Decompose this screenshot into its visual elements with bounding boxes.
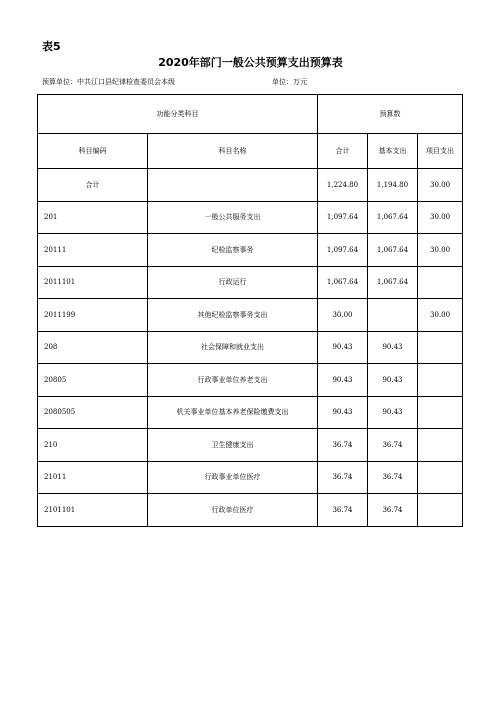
row-basic-value: 90.43 <box>368 331 418 364</box>
row-basic-value <box>368 299 418 332</box>
total-total-value: 1,224.80 <box>318 169 368 202</box>
row-subject-name: 行政事业单位养老支出 <box>148 364 318 397</box>
header-total: 合计 <box>318 134 368 169</box>
row-project-value <box>418 266 463 299</box>
row-subject-code: 21011 <box>38 461 148 494</box>
table-row <box>38 364 463 397</box>
header-group-row <box>38 95 463 134</box>
row-project-value: 30.00 <box>418 201 463 234</box>
row-basic-value: 1,067.64 <box>368 201 418 234</box>
row-subject-code: 208 <box>38 331 148 364</box>
header-column-row <box>38 134 463 169</box>
row-total-value: 90.43 <box>318 396 368 429</box>
budget-unit-label: 预算单位：中共江口县纪律检查委员会本级 <box>42 78 175 86</box>
row-project-value <box>418 494 463 527</box>
row-project-value: 30.00 <box>418 234 463 267</box>
total-label: 合计 <box>38 169 148 202</box>
header-function-category: 功能分类科目 <box>38 95 318 134</box>
row-total-value: 30.00 <box>318 299 368 332</box>
row-subject-code: 2080505 <box>38 396 148 429</box>
row-subject-name: 机关事业单位基本养老保险缴费支出 <box>148 396 318 429</box>
row-subject-name: 行政单位医疗 <box>148 494 318 527</box>
table-row <box>38 266 463 299</box>
table-row <box>38 234 463 267</box>
row-total-value: 1,097.64 <box>318 234 368 267</box>
row-total-value: 90.43 <box>318 364 368 397</box>
row-basic-value: 36.74 <box>368 429 418 462</box>
total-project-value: 30.00 <box>418 169 463 202</box>
header-project-expenditure: 项目支出 <box>418 134 463 169</box>
row-project-value <box>418 396 463 429</box>
document-title: 2020年部门一般公共预算支出预算表 <box>158 56 343 69</box>
table-row <box>38 494 463 527</box>
row-subject-code: 2101101 <box>38 494 148 527</box>
row-subject-code: 2011199 <box>38 299 148 332</box>
row-basic-value: 90.43 <box>368 364 418 397</box>
row-subject-name: 行政运行 <box>148 266 318 299</box>
row-total-value: 36.74 <box>318 461 368 494</box>
header-basic-expenditure: 基本支出 <box>368 134 418 169</box>
row-basic-value: 36.74 <box>368 494 418 527</box>
table-row <box>38 461 463 494</box>
row-subject-name: 纪检监察事务 <box>148 234 318 267</box>
table-row <box>38 429 463 462</box>
row-subject-code: 210 <box>38 429 148 462</box>
row-project-value <box>418 331 463 364</box>
row-basic-value: 1,067.64 <box>368 266 418 299</box>
row-subject-name: 一般公共服务支出 <box>148 201 318 234</box>
total-name-empty <box>148 169 318 202</box>
budget-table <box>37 94 463 527</box>
row-subject-name: 卫生健康支出 <box>148 429 318 462</box>
table-row <box>38 299 463 332</box>
row-basic-value: 1,067.64 <box>368 234 418 267</box>
row-subject-code: 20111 <box>38 234 148 267</box>
header-budget-amount: 预算数 <box>318 95 463 134</box>
row-project-value <box>418 429 463 462</box>
total-row <box>38 169 463 202</box>
row-total-value: 1,097.64 <box>318 201 368 234</box>
row-subject-name: 社会保障和就业支出 <box>148 331 318 364</box>
table-row <box>38 396 463 429</box>
table-row <box>38 201 463 234</box>
row-subject-name: 其他纪检监察事务支出 <box>148 299 318 332</box>
row-subject-code: 2011101 <box>38 266 148 299</box>
row-project-value <box>418 461 463 494</box>
money-unit-label: 单位：万元 <box>272 78 307 86</box>
table-row <box>38 331 463 364</box>
header-subject-code: 科目编码 <box>38 134 148 169</box>
header-subject-name: 科目名称 <box>148 134 318 169</box>
row-total-value: 1,067.64 <box>318 266 368 299</box>
row-project-value: 30.00 <box>418 299 463 332</box>
row-project-value <box>418 364 463 397</box>
row-subject-code: 201 <box>38 201 148 234</box>
row-subject-code: 20805 <box>38 364 148 397</box>
row-total-value: 36.74 <box>318 429 368 462</box>
row-basic-value: 90.43 <box>368 396 418 429</box>
row-basic-value: 36.74 <box>368 461 418 494</box>
row-subject-name: 行政事业单位医疗 <box>148 461 318 494</box>
table-number: 表5 <box>42 40 61 53</box>
row-total-value: 90.43 <box>318 331 368 364</box>
total-basic-value: 1,194.80 <box>368 169 418 202</box>
row-total-value: 36.74 <box>318 494 368 527</box>
